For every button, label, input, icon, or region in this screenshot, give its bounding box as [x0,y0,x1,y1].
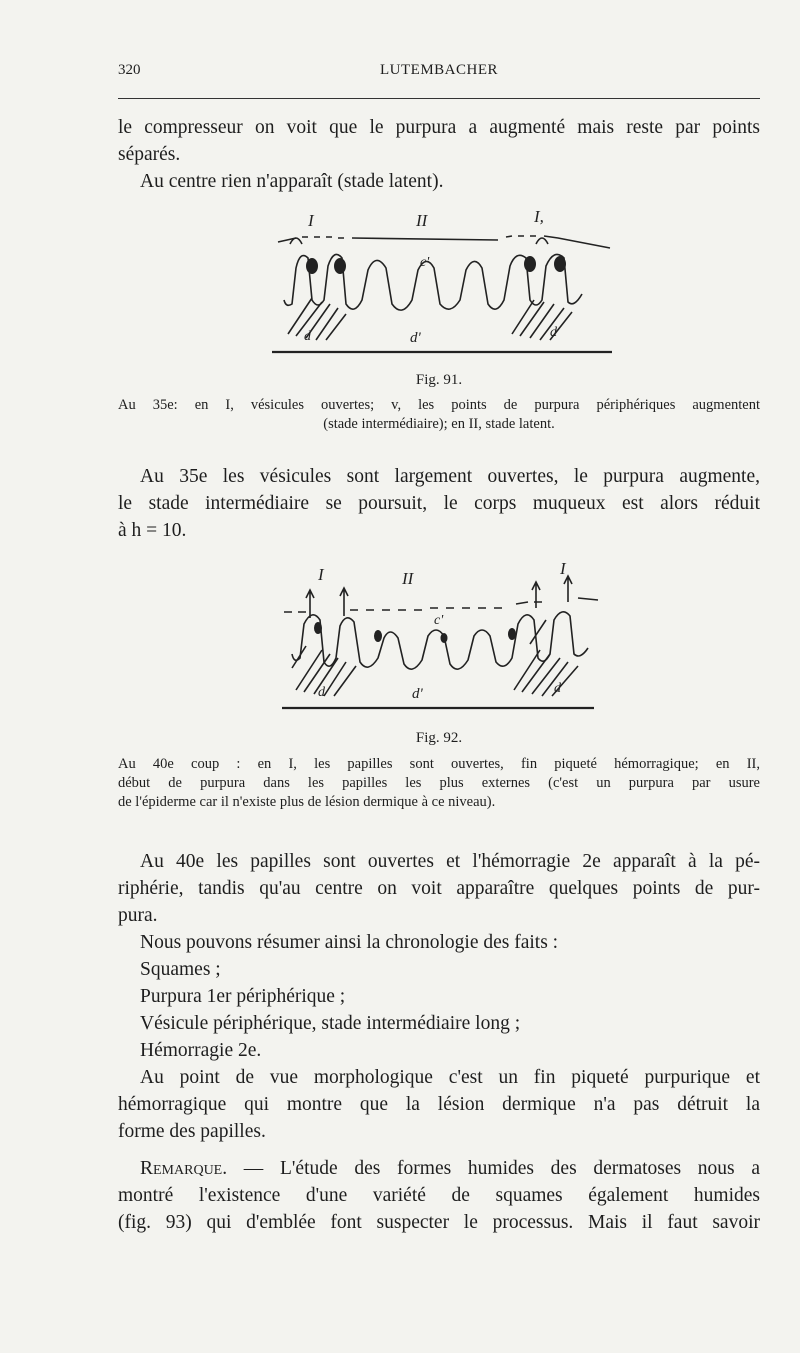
text-line: hémorragique qui montre que la lésion dermique n'a pas détruit la [118,1094,760,1115]
text-line: riphérie, tandis qu'au centre on voit apparaître quelques points de pur- [118,878,760,899]
text-line: Au centre rien n'apparaît (stade latent). [140,171,444,192]
text-line: Nous pouvons résumer ainsi la chronologie des faits : [140,932,559,953]
text-line: Au 35e les vésicules sont largement ouvertes, le purpura augmente, [140,466,760,487]
text-line [118,1155,760,1182]
text-line: montré l'existence d'une variété de squames également humides [118,1185,760,1206]
text-line: forme des papilles. [118,1121,266,1142]
fig91-label-d-mid: d' [410,330,421,346]
paragraph-2 [118,463,760,544]
text-line: Squames ; [140,959,221,980]
fig91-label-i-right: I, [534,207,544,226]
paragraph-1 [118,114,760,195]
fig91-label-c: c' [420,255,430,270]
caption-line: (stade intermédiaire); en II, stade latent. [323,416,555,432]
fig92-label-ii: II [402,569,414,588]
running-title: LUTEMBACHER [380,62,498,78]
figure-92-title: Fig. 92. [415,730,463,746]
fig92-label-i-right: I [560,559,566,578]
figure-91-drawing [268,204,618,362]
fig92-label-d-mid: d' [412,686,423,702]
paragraph-4 [118,1155,760,1236]
text-line: Vésicule périphérique, stade intermédiaire long ; [140,1013,521,1034]
header-rule [118,98,760,99]
figure-91-title: Fig. 91. [415,372,463,388]
fig91-label-d-left: d [304,329,311,344]
text-line: à h = 10. [118,520,187,541]
text-line: pura. [118,905,158,926]
text-line: Au point de vue morphologique c'est un fin piqueté purpurique et [140,1067,760,1088]
text-line: le compresseur on voit que le purpura a augmenté mais reste par points [118,117,760,138]
caption-line: début de purpura dans les papilles les plus externes (c'est un purpura par usure [118,775,760,791]
figure-92-caption [118,755,760,812]
fig92-label-d-right: d [554,681,561,696]
fig92-label-i-left: I [318,565,324,584]
caption-line: de l'épiderme car il n'existe plus de lésion dermique à ce niveau). [118,794,496,810]
text-line: Purpura 1er périphérique ; [140,986,346,1007]
caption-line: Au 35e: en I, vésicules ouvertes; v, les points de purpura périphériques augmentent [118,397,760,413]
text-fragment: — L'étude des formes humides des dermatoses nous a [227,1158,760,1179]
figure-92-drawing [278,558,608,718]
text-line: (fig. 93) qui d'emblée font suspecter le processus. Mais il faut savoir [118,1212,760,1233]
text-line: séparés. [118,144,181,165]
fig92-label-c: c' [434,613,444,628]
remark-label: Remarque. [140,1158,228,1179]
page-number: 320 [118,62,141,78]
text-line: Au 40e les papilles sont ouvertes et l'hémorragie 2e apparaît à la pé- [140,851,760,872]
running-header [118,62,760,86]
fig91-label-i-left: I [308,211,314,230]
caption-line: Au 40e coup : en I, les papilles sont ouvertes, fin piqueté hémorragique; en II, [118,756,760,772]
fig92-label-d-left: d [318,685,325,700]
fig91-label-d-right: d [550,325,557,340]
figure-91-caption [118,396,760,434]
text-line: Hémorragie 2e. [140,1040,262,1061]
text-line: le stade intermédiaire se poursuit, le corps muqueux est alors réduit [118,493,760,514]
fig91-label-ii: II [416,211,428,230]
paragraph-3 [118,848,760,1145]
